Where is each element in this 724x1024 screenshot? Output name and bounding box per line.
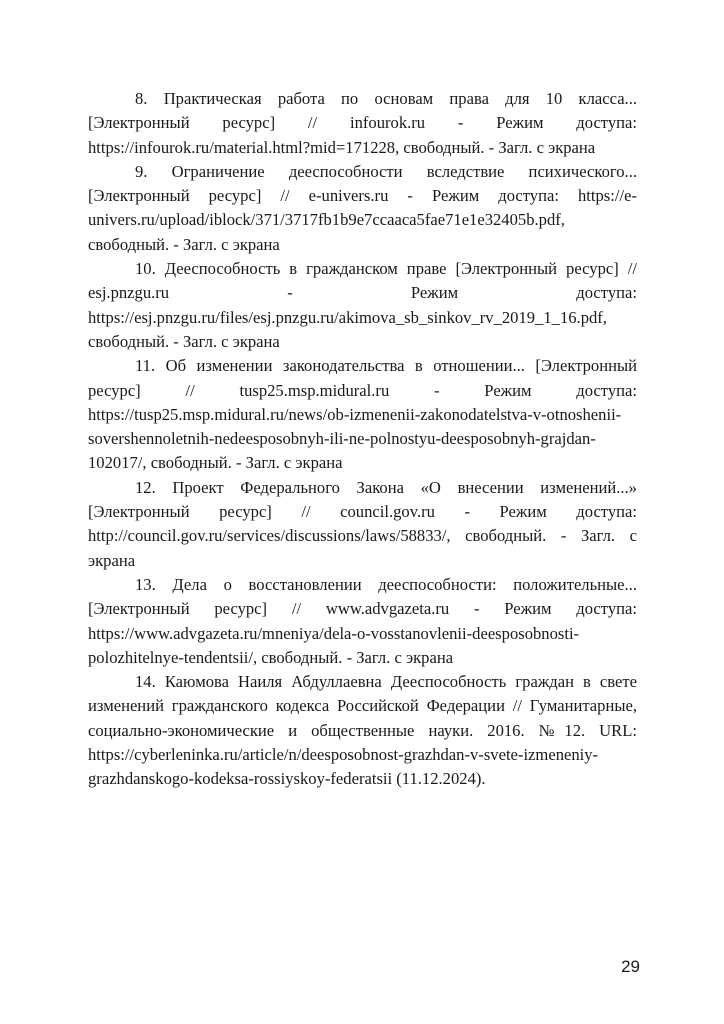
reference-number: 8. [135, 89, 148, 108]
reference-item-13 [88, 573, 637, 670]
reference-number: 14. [135, 672, 156, 692]
reference-text: Ограничение дееспособности вследствие психического... [Электронный ресурс] // e-univers.ru - Режим доступа: https://e-univers.ru/upload/iblock/371/3717fb1b9e7ccaaca5fae71e1e32405b.pdf, свободный. - Загл. с экрана [88, 161, 637, 254]
reference-text: Практическая работа по основам права для 10 класса... [Электронный ресурс] // infourok.ru - Режим доступа: https://infourok.ru/material.html?mid=171228, свободный. - Загл. с экрана [88, 89, 638, 157]
reference-text: Дееспособность в гражданском праве [Электронный ресурс] // esj.pnzgu.ru - Режим доступа: https://esj.pnzgu.ru/files/esj.pnzgu.ru/akimova_sb_sinkov_rv_2019_1_16.pdf, свободный. - Загл. с экрана [88, 259, 637, 351]
reference-text: Каюмова Наиля Абдуллаевна Дееспособность граждан в свете изменений гражданского кодекса Российской Федерации // Гуманитарные, социально-экономические и общественные науки. 2016. №12. URL: https://cyberleninka.ru/article/n/deesposobnost-grazhdan-v-svete-izmeneniy-grazhdanskogo-kodeksa-rossiyskoy-federatsii (11.12.2024). [88, 672, 638, 789]
reference-text: Об изменении законодательства в отношении... [Электронный ресурс] // tusp25.msp.midural.ru - Режим доступа: https://tusp25.msp.midural.ru/news/ob-izmenenii-zakonodatelstva-v-otnoshenii-sovershennoletnih-nedeesposobnyh-ili-ne-polnostyu-deesposobnyh-grajdan-102017/, свободный. - Загл. с экрана [88, 356, 638, 473]
reference-number: 13. [135, 574, 156, 594]
reference-number: 11. [135, 356, 156, 376]
reference-item-14 [88, 670, 637, 791]
reference-text: Дела о восстановлении дееспособности: положительные... [Электронный ресурс] // www.advgazeta.ru - Режим доступа: https://www.advgazeta.ru/mneniya/dela-o-vosstanovlenii-deesposobnosti-polozhitelnye-tendentsii/, свободный. - Загл. с экрана [88, 574, 637, 667]
reference-number: 9. [135, 161, 148, 181]
reference-item-8 [88, 87, 637, 160]
reference-list [88, 87, 637, 792]
reference-item-10 [88, 257, 637, 354]
reference-number: 12. [135, 477, 156, 497]
reference-item-12 [88, 476, 637, 573]
reference-text: Проект Федерального Закона «О внесении изменений...» [Электронный ресурс] // council.gov.ru - Режим доступа: http://council.gov.ru/services/discussions/laws/58833/, свободный. - Загл. с экрана [88, 477, 637, 570]
page-number: 29 [621, 957, 640, 976]
reference-number: 10. [135, 259, 156, 279]
reference-item-11 [88, 354, 637, 475]
reference-item-9 [88, 160, 637, 257]
